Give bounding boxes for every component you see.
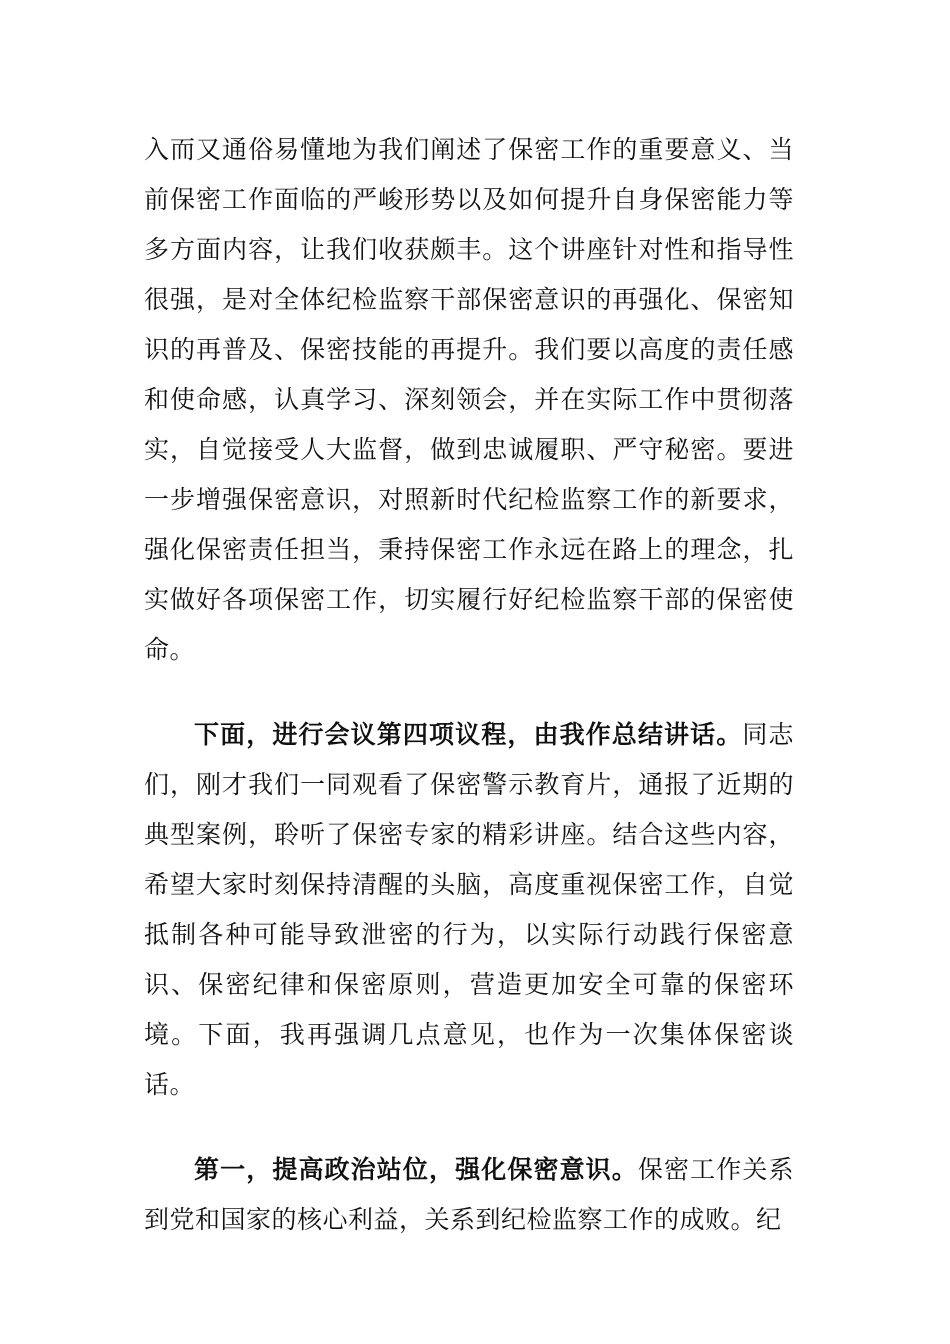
paragraph-point-one (144, 1145, 794, 1245)
paragraph-body: 入而又通俗易懂地为我们阐述了保密工作的重要意义、当前保密工作面临的严峻形势以及如何提升自身保密能力等多方面内容，让我们收获颇丰。这个讲座针对性和指导性很强，是对全体纪检监察干部保密意识的再强化、保密知识的再普及、保密技能的再提升。我们要以高度的责任感和使命感，认真学习、深刻领会，并在实际工作中贯彻落实，自觉接受人大监督，做到忠诚履职、严守秘密。要进一步增强保密意识，对照新时代纪检监察工作的新要求，强化保密责任担当，秉持保密工作永远在路上的理念，扎实做好各项保密工作，切实履行好纪检监察干部的保密使命。 (144, 135, 794, 664)
document-page (144, 125, 794, 1245)
paragraph-continuation (144, 125, 794, 675)
paragraph-fourth-agenda (144, 710, 794, 1110)
paragraph-lead: 下面，进行会议第四项议程，由我作总结讲话。 (194, 720, 743, 749)
paragraph-body: 保密工作关系到党和国家的核心利益，关系到纪检监察工作的成败。纪 (144, 1155, 794, 1234)
paragraph-lead: 第一，提高政治站位，强化保密意识。 (194, 1155, 638, 1184)
paragraph-body: 同志们，刚才我们一同观看了保密警示教育片，通报了近期的典型案例，聆听了保密专家的精彩讲座。结合这些内容，希望大家时刻保持清醒的头脑，高度重视保密工作，自觉抵制各种可能导致泄密的行为，以实际行动践行保密意识、保密纪律和保密原则，营造更加安全可靠的保密环境。下面，我再强调几点意见，也作为一次集体保密谈话。 (144, 720, 794, 1099)
